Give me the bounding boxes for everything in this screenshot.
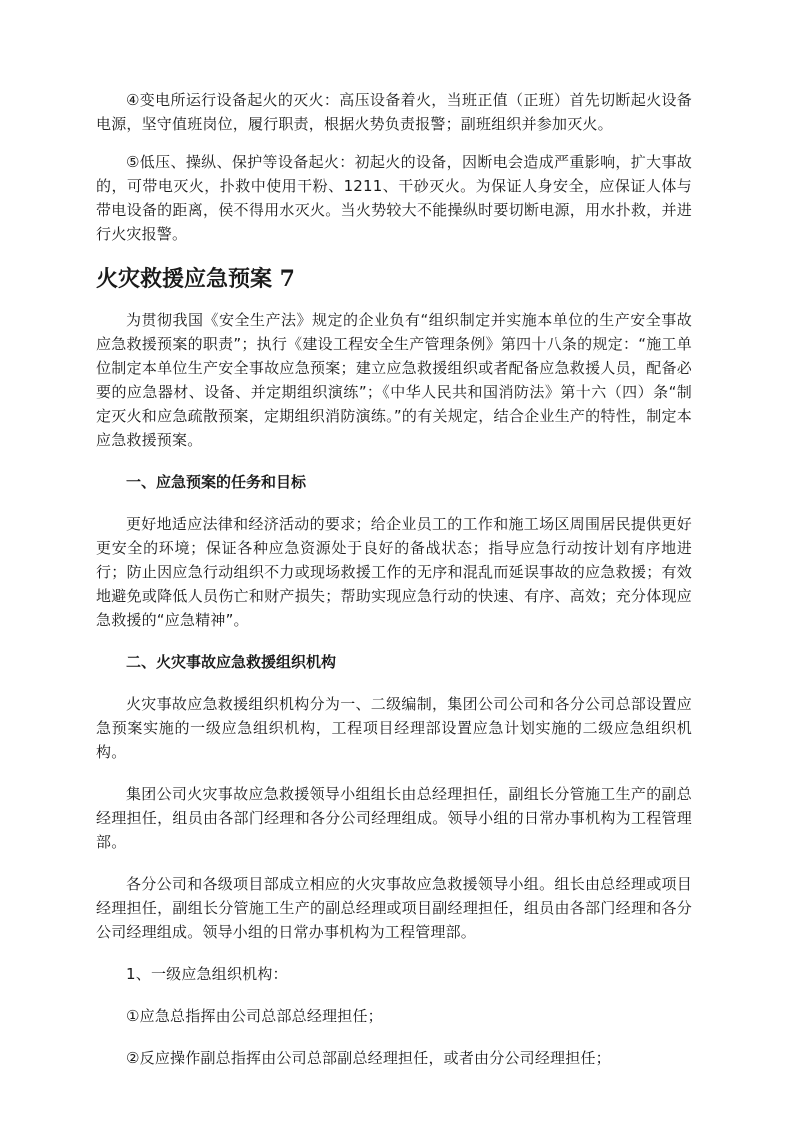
organization-paragraph-3: 各分公司和各级项目部成立相应的火灾事故应急救援领导小组。组长由总经理或项目经理担任，副组长分管施工生产的副总经理或项目副经理担任，组员由各部门经理和各分公司经理组成。领导小组的日常办事机构为工程管理部。 xyxy=(96,875,692,941)
list-item-commander: ①应急总指挥由公司总部总经理担任； xyxy=(126,1007,383,1025)
organization-paragraph-2: 集团公司火灾事故应急救援领导小组组长由总经理担任，副组长分管施工生产的副总经理担任，组员由各部门经理和各分公司经理组成。领导小组的日常办事机构为工程管理部。 xyxy=(96,785,692,851)
section-title: 火灾救援应急预案 7 xyxy=(96,266,295,292)
list-item-deputy-commander: ②反应操作副总指挥由公司总部副总经理担任，或者由分公司经理担任； xyxy=(126,1049,611,1067)
subsection-title-organization: 二、火灾事故应急救援组织机构 xyxy=(126,653,337,671)
paragraph-low-voltage-fire: ⑤低压、操纵、保护等设备起火：初起火的设备，因断电会造成严重影响，扩大事故的，可带电灭火，扑救中使用干粉、1211、干砂灭火。为保证人身安全，应保证人体与带电设备的距离，侯不得用水灭火。当火势较大不能操纵时要切断电源，用水扑救，并进行火灾报警。 xyxy=(96,153,692,243)
organization-paragraph-1: 火灾事故应急救援组织机构分为一、二级编制，集团公司公司和各分公司总部设置应急预案实施的一级应急组织机构，工程项目经理部设置应急计划实施的二级应急组织机构。 xyxy=(96,695,692,761)
list-heading-level1: 1、一级应急组织机构： xyxy=(126,965,288,983)
document-page xyxy=(96,88,692,1070)
paragraph-substation-fire: ④变电所运行设备起火的灭火：高压设备着火，当班正值（正班）首先切断起火设备电源，坚守值班岗位，履行职责，根据火势负责报警；副班组织并参加灭火。 xyxy=(96,91,692,133)
intro-paragraph: 为贯彻我国《安全生产法》规定的企业负有“组织制定并实施本单位的生产安全事故应急救援预案的职责”；执行《建设工程安全生产管理条例》第四十八条的规定：“施工单位制定本单位生产安全事故应急预案；建立应急救援组织或者配备应急救援人员，配备必要的应急器材、设备、并定期组织演练”；《中华人民共和国消防法》第十六（四）条“制定灭火和应急疏散预案，定期组织消防演练。”的有关规定，结合企业生产的特性，制定本应急救援预案。 xyxy=(96,311,692,449)
subsection-title-tasks: 一、应急预案的任务和目标 xyxy=(126,473,307,491)
tasks-paragraph: 更好地适应法律和经济活动的要求；给企业员工的工作和施工场区周围居民提供更好更安全的环境；保证各种应急资源处于良好的备战状态；指导应急行动按计划有序地进行；防止因应急行动组织不力或现场救援工作的无序和混乱而延误事故的应急救援；有效地避免或降低人员伤亡和财产损失；帮助实现应急行动的快速、有序、高效；充分体现应急救援的“应急精神”。 xyxy=(96,515,692,629)
